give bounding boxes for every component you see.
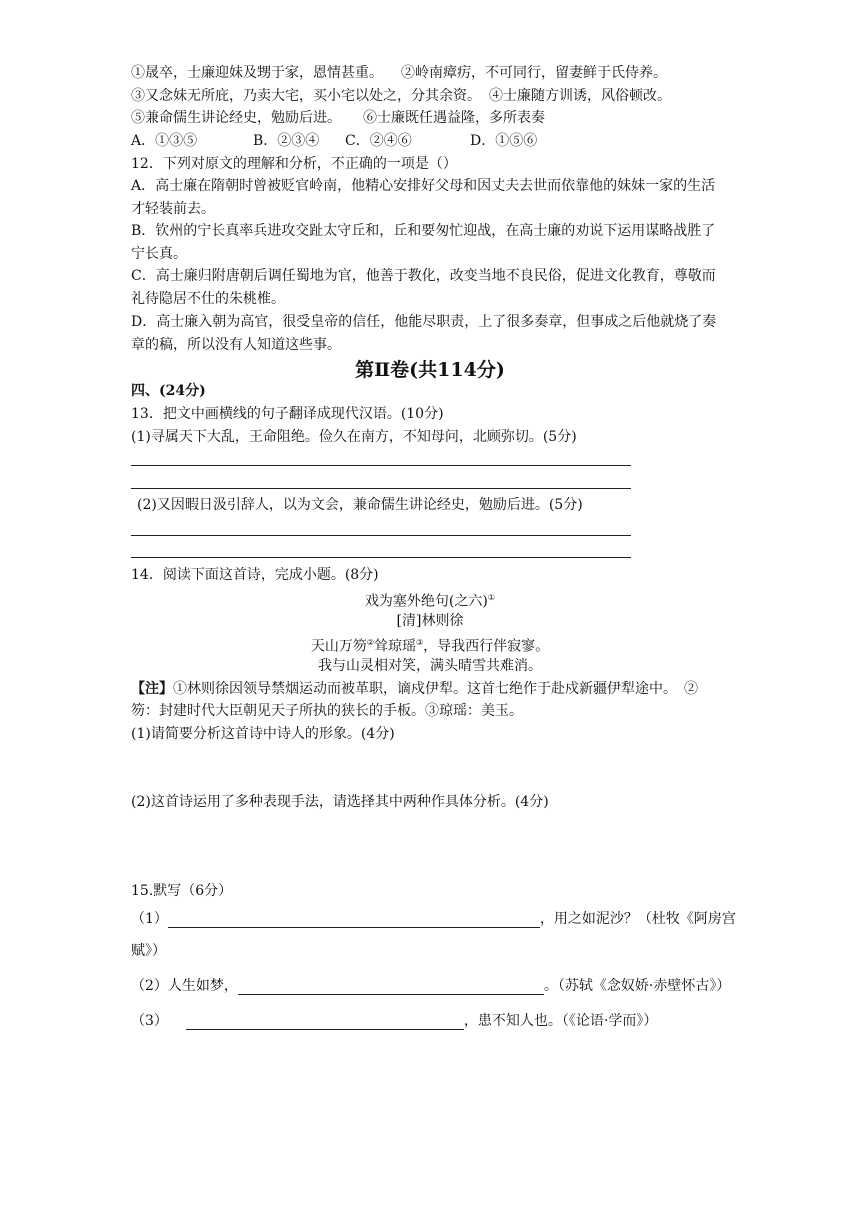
q15-item-3-number: （3） [131, 1013, 168, 1029]
footnote-marker: ③ [416, 638, 424, 647]
q14-stem: 14．阅读下面这首诗，完成小题。(8分) [131, 567, 379, 583]
q12-option-d-line1: D．高士廉入朝为高官，很受皇帝的信任，他能尽职责，上了很多奏章，但事成之后他就烧了奏 [131, 314, 717, 330]
q11-item-3: ③又念妹无所庇，乃卖大宅，买小宅以处之，分其余资。 [131, 88, 481, 104]
q11-option-b: B．②③④ [253, 133, 320, 149]
q14-subquestion-2: (2)这首诗运用了多种表现手法，请选择其中两种作具体分析。(4分) [131, 794, 549, 810]
poem-line-1-part: 耸琼瑶 [374, 638, 416, 655]
fill-blank-2[interactable] [238, 978, 544, 995]
q15-item-1-continued: 赋》） [131, 943, 166, 959]
fill-blank-3[interactable] [186, 1013, 464, 1030]
q11-item-4: ④士廉随方训诱，风俗顿改。 [489, 88, 671, 104]
q15-stem: 15.默写（6分） [131, 883, 233, 899]
part2-title: 第Ⅱ卷(共114分) [355, 359, 505, 381]
footnote-marker: ① [487, 593, 496, 602]
poem-note-line-2: 笏：封建时代大臣朝见天子所执的狭长的手板。③琼瑶：美玉。 [131, 703, 523, 719]
q12-stem: 12．下列对原文的理解和分析，不正确的一项是（） [131, 156, 457, 172]
q12-option-a-line1: A．高士廉在隋朝时曾被贬官岭南，他精心安排好父母和因丈夫去世而依靠他的妹妹一家的生活 [131, 178, 716, 194]
q15-item-2-prefix: （2）人生如梦， [131, 978, 238, 994]
section-4-heading: 四、(24分) [131, 383, 206, 399]
q11-options [131, 132, 537, 150]
q11-item-5: ⑤兼命儒生讲论经史，勉励后进。 [131, 110, 341, 126]
q11-item-6: ⑥士廉既任遇益隆，多所表奏 [363, 110, 545, 126]
q11-option-c: C．②④⑥ [345, 133, 412, 149]
answer-line[interactable] [131, 465, 631, 466]
answer-line[interactable] [131, 488, 631, 489]
q15-item-2 [131, 977, 730, 995]
fill-blank-1[interactable] [168, 911, 540, 928]
q11-row-2 [131, 87, 671, 105]
poem-line-2: 我与山灵相对笑，满头晴雪共难消。 [318, 658, 542, 674]
q13-sentence-1: (1)寻属天下大乱，王命阻绝。俭久在南方，不知母问，北顾弥切。(5分) [131, 429, 577, 445]
poem-line-1-part: 天山万笏 [310, 638, 367, 655]
q11-option-d: D．①⑤⑥ [470, 133, 538, 149]
footnote-marker: ② [366, 638, 374, 647]
poem-line-1-part: ，导我西行伴寂寥。 [423, 638, 550, 655]
q14-subquestion-1: (1)请简要分析这首诗中诗人的形象。(4分) [131, 726, 395, 742]
poem-title [0, 589, 860, 611]
poem-title-text: 戏为塞外绝句(之六) [364, 593, 488, 610]
q15-item-1-number: （1） [131, 911, 168, 927]
q13-sentence-2: (2)又因暇日汲引辞人，以为文会，兼命儒生讲论经史，勉励后进。(5分) [137, 497, 583, 513]
q12-option-c-line2: 礼待隐居不仕的朱桃椎。 [131, 291, 285, 307]
q12-option-b-line2: 宁长真。 [131, 246, 187, 262]
q15-item-2-source: 。（苏轼《念奴娇·赤壁怀古》） [543, 978, 731, 994]
q11-option-a: A．①③⑤ [131, 133, 198, 149]
q15-item-1 [131, 910, 736, 928]
answer-line[interactable] [131, 535, 631, 536]
answer-line[interactable] [131, 557, 631, 558]
poem-line-1 [0, 634, 860, 656]
q11-row-3 [131, 109, 545, 127]
q15-item-3 [131, 1012, 657, 1030]
poem-author: [清]林则徐 [396, 613, 464, 629]
q11-item-1: ①晟卒，士廉迎妹及甥于家，恩情甚重。 [131, 65, 383, 81]
poem-note-line-1 [131, 680, 698, 698]
note-label: 【注】 [131, 681, 173, 697]
q12-option-a-line2: 才轻装前去。 [131, 201, 215, 217]
q11-item-2: ②岭南瘴疠，不可同行，留妻鲜于氏侍养。 [401, 65, 667, 81]
q12-option-b-line1: B．钦州的宁长真率兵进攻交趾太守丘和，丘和要匆忙迎战，在高士廉的劝说下运用谋略战胜了 [131, 223, 716, 239]
q12-option-c-line1: C．高士廉归附唐朝后调任蜀地为官，他善于教化，改变当地不良民俗，促进文化教育，尊敬而 [131, 268, 716, 284]
q15-item-3-source: ，患不知人也。（《论语·学而》） [463, 1013, 658, 1029]
q15-item-1-source: ，用之如泥沙？（杜牧《阿房宫 [539, 911, 736, 927]
q11-row-1 [131, 64, 667, 82]
q12-option-d-line2: 章的稿，所以没有人知道这些事。 [131, 337, 341, 353]
q13-stem: 13．把文中画横线的句子翻译成现代汉语。(10分) [131, 406, 444, 422]
note-text-1: ①林则徐因领导禁烟运动而被革职，谪戍伊犁。这首七绝作于赴戍新疆伊犁途中。 ② [173, 681, 698, 697]
